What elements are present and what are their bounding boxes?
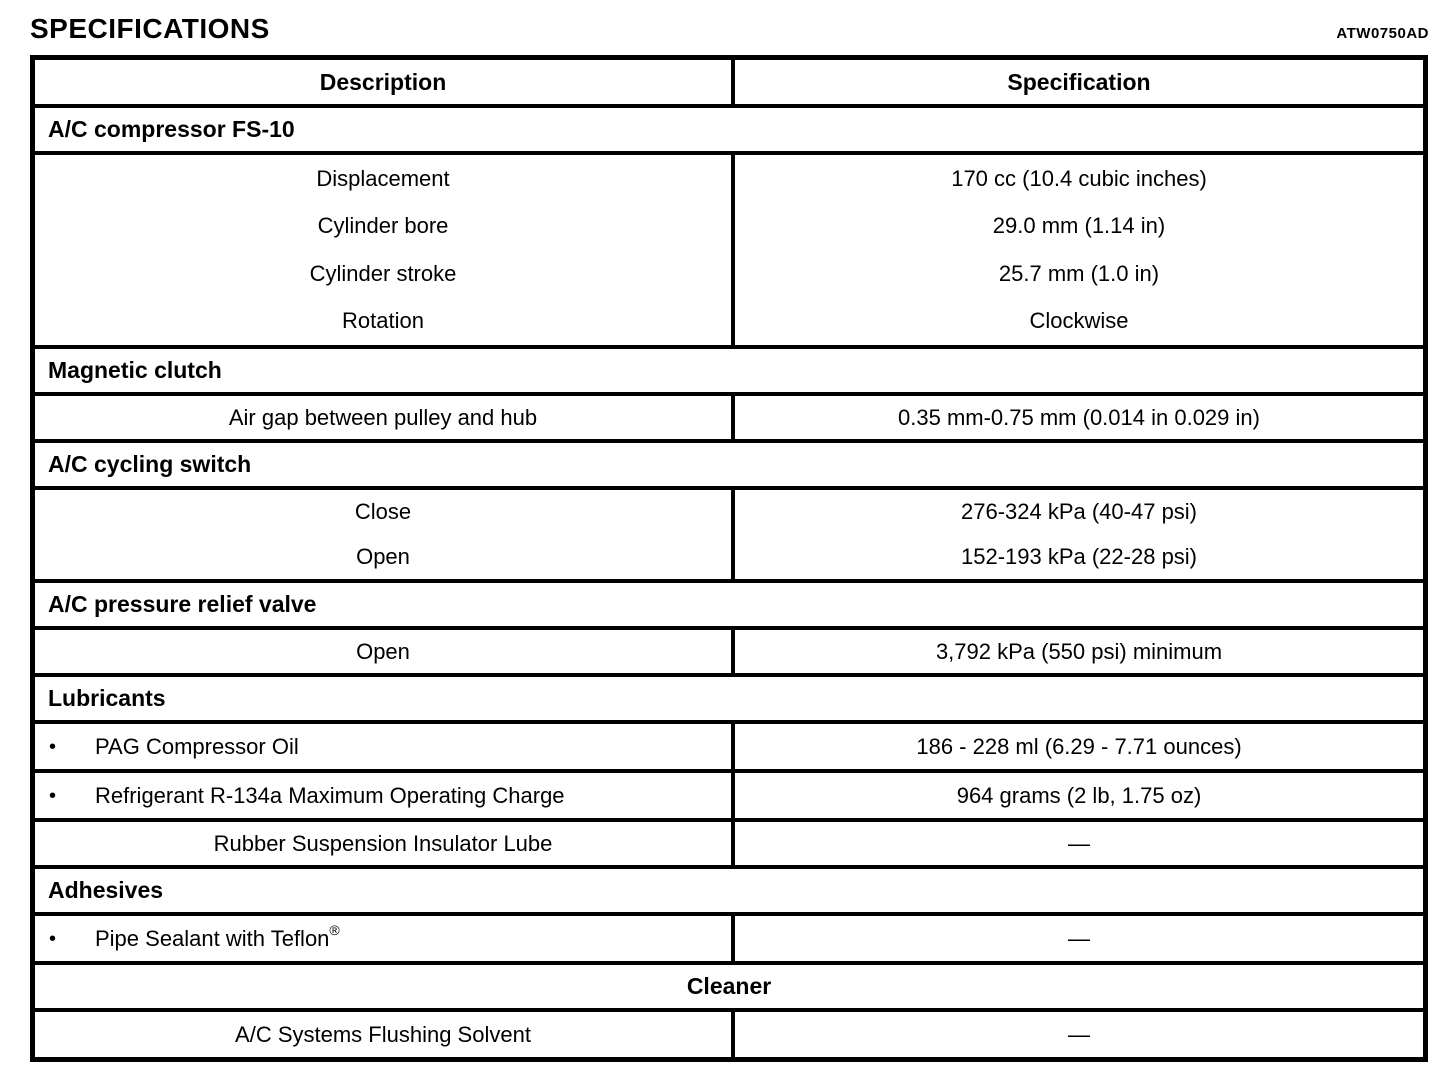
- specification-cell: 3,792 kPa (550 psi) minimum: [935, 638, 1223, 664]
- section-header-lubricants: [35, 673, 1423, 720]
- column-header-description: Description: [35, 60, 735, 104]
- specification-line: 29.0 mm (1.14 in): [992, 213, 1166, 239]
- description-cell: [35, 773, 735, 818]
- specifications-table: [30, 55, 1428, 1062]
- specification-line: 152-193 kPa (22-28 psi): [960, 543, 1198, 569]
- description-cell: [35, 916, 735, 961]
- bullet-icon: •: [49, 735, 57, 758]
- spec-row-relief-valve-open: [35, 626, 1423, 673]
- bullet-icon: •: [49, 927, 57, 950]
- spec-row-air-gap: [35, 392, 1423, 439]
- description-line: Rotation: [342, 308, 424, 334]
- specification-cell: 964 grams (2 lb, 1.75 oz): [956, 782, 1202, 808]
- specification-line: 170 cc (10.4 cubic inches): [951, 165, 1207, 191]
- specification-cell: [735, 155, 1423, 345]
- description-text: PAG Compressor Oil: [95, 733, 299, 759]
- specification-cell: —: [1068, 925, 1090, 951]
- description-text: Refrigerant R-134a Maximum Operating Charge: [95, 782, 565, 808]
- section-title: Cleaner: [686, 973, 772, 999]
- description-cell: [35, 724, 735, 769]
- pipe-sealant-label: Pipe Sealant with Teflon: [95, 925, 330, 951]
- section-title: A/C compressor FS-10: [48, 116, 295, 142]
- specification-cell: —: [1068, 830, 1090, 856]
- registered-trademark-symbol: ®: [329, 922, 340, 939]
- specification-cell: 186 - 228 ml (6.29 - 7.71 ounces): [916, 733, 1242, 759]
- page-header: [0, 0, 1456, 55]
- description-line: Open: [356, 543, 410, 569]
- description-cell: Rubber Suspension Insulator Lube: [35, 822, 735, 865]
- spec-row-flushing-solvent: [35, 1008, 1423, 1057]
- document-code: ATW0750AD: [1336, 25, 1429, 42]
- section-title: A/C pressure relief valve: [48, 591, 317, 617]
- section-header-pressure-relief-valve: [35, 579, 1423, 626]
- section-title: Adhesives: [48, 877, 164, 903]
- specification-line: 25.7 mm (1.0 in): [998, 260, 1160, 286]
- spec-row-pipe-sealant: [35, 912, 1423, 961]
- specification-cell: —: [1068, 1021, 1090, 1047]
- description-text: [95, 922, 340, 952]
- spec-row-rubber-suspension-lube: [35, 818, 1423, 865]
- section-header-cycling-switch: [35, 439, 1423, 486]
- specification-cell: 0.35 mm-0.75 mm (0.014 in 0.029 in): [898, 404, 1260, 430]
- section-header-compressor: [35, 104, 1423, 151]
- spec-row-pag-oil: [35, 720, 1423, 769]
- description-cell: [35, 490, 735, 579]
- specification-line: Clockwise: [1029, 308, 1129, 334]
- table-header-row: [35, 60, 1423, 104]
- description-line: Displacement: [316, 165, 450, 191]
- description-line: Cylinder stroke: [309, 260, 457, 286]
- specification-cell: [735, 490, 1423, 579]
- section-title: A/C cycling switch: [48, 451, 252, 477]
- description-cell: Air gap between pulley and hub: [35, 396, 735, 439]
- section-header-adhesives: [35, 865, 1423, 912]
- description-cell: Open: [35, 630, 735, 673]
- description-cell: A/C Systems Flushing Solvent: [35, 1012, 735, 1057]
- column-header-specification: Specification: [1007, 68, 1151, 95]
- page-title: SPECIFICATIONS: [30, 13, 270, 44]
- section-title: Magnetic clutch: [48, 357, 222, 383]
- description-line: Close: [354, 499, 412, 525]
- specification-line: 276-324 kPa (40-47 psi): [960, 499, 1198, 525]
- spec-row-refrigerant: [35, 769, 1423, 818]
- section-header-cleaner: [35, 961, 1423, 1008]
- section-header-magnetic-clutch: [35, 345, 1423, 392]
- compressor-spec-rows: [35, 151, 1423, 345]
- description-line: Cylinder bore: [317, 213, 449, 239]
- cycling-switch-spec-rows: [35, 486, 1423, 579]
- section-title: Lubricants: [48, 685, 166, 711]
- bullet-icon: •: [49, 784, 57, 807]
- description-cell: [35, 155, 735, 345]
